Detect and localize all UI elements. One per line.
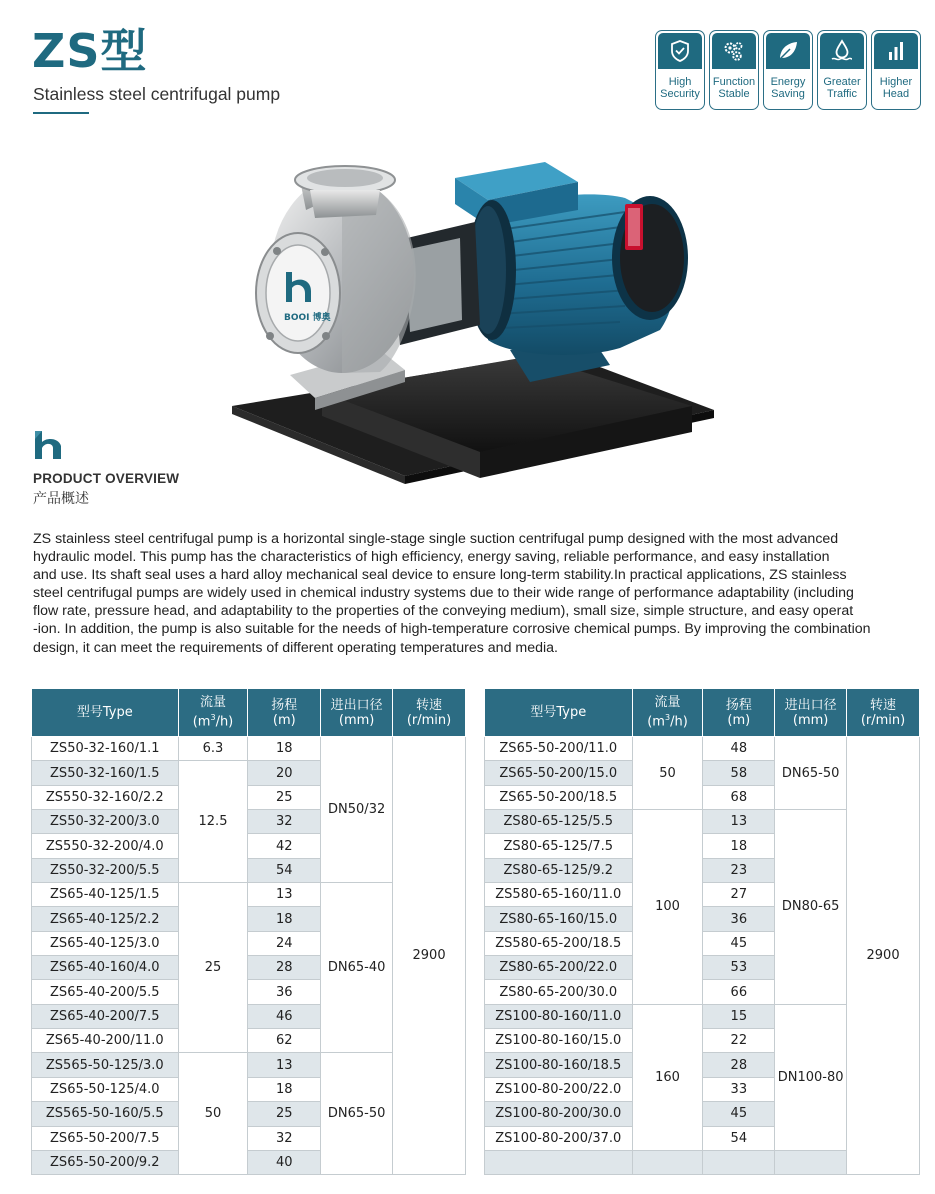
head-cell: 23 <box>703 858 775 882</box>
type-cell: ZS50-32-200/3.0 <box>32 810 179 834</box>
port-cell: DN100-80 <box>775 1004 847 1150</box>
type-cell: ZS50-32-200/5.5 <box>32 858 179 882</box>
type-cell: ZS50-32-160/1.1 <box>32 737 179 761</box>
head-cell: 25 <box>248 1102 321 1126</box>
water-drop-icon <box>829 38 855 64</box>
head-cell: 18 <box>248 907 321 931</box>
type-cell: ZS65-40-125/2.2 <box>32 907 179 931</box>
head-cell: 62 <box>248 1029 321 1053</box>
shield-icon <box>667 38 693 64</box>
title-underline <box>33 112 89 114</box>
type-cell: ZS580-65-160/11.0 <box>485 883 633 907</box>
speed-cell: 2900 <box>393 737 466 1175</box>
product-description: ZS stainless steel centrifugal pump is a horizontal single-stage single suction centrifugal pump designed with the most advanced hydraulic model. This pump has the characteristics of high efficiency, energy saving, reliable performance, and easy installation and use. Its shaft seal uses a hard alloy mechanical seal device to ensure long-term stability.In practical applications, ZS stainless steel centrifugal pumps are widely used in chemical industry systems due to their wide range of performance adaptability (including flow rate, pressure head, and adaptability to the properties of the conveying medium), small size, simple structure, and easy operat -ion. In addition, the pump is also suitable for the needs of high-temperature corrosive chemical pumps. By improving the combination design, it can meet the requirements of different operating temperatures and media. <box>33 531 871 656</box>
spec-table-right <box>484 688 920 1175</box>
page-title: ZS型 <box>32 24 148 78</box>
type-cell: ZS80-65-125/5.5 <box>485 810 633 834</box>
empty-cell <box>485 1150 633 1174</box>
col-header-type: 型号Type <box>32 689 179 737</box>
feature-label: Greater Traffic <box>823 76 861 100</box>
flow-cell: 50 <box>632 737 703 810</box>
type-cell: ZS65-40-200/5.5 <box>32 980 179 1004</box>
head-cell: 46 <box>248 1004 321 1028</box>
feature-greater-traffic <box>817 30 867 110</box>
feature-badges <box>655 30 921 110</box>
type-cell: ZS550-32-200/4.0 <box>32 834 179 858</box>
type-cell: ZS65-40-125/3.0 <box>32 931 179 955</box>
head-cell: 13 <box>248 1053 321 1077</box>
head-cell: 40 <box>248 1150 321 1174</box>
head-cell: 22 <box>703 1029 775 1053</box>
head-cell: 24 <box>248 931 321 955</box>
feature-label: Energy Saving <box>770 76 806 100</box>
head-cell: 45 <box>703 931 775 955</box>
head-cell: 58 <box>703 761 775 785</box>
col-header-flow: 流量 $(m^3/h)$ <box>632 689 703 737</box>
type-cell: ZS65-50-200/9.2 <box>32 1150 179 1174</box>
type-cell: ZS65-50-200/11.0 <box>485 737 633 761</box>
col-header-speed: 转速 (r/min) <box>847 689 920 737</box>
type-cell: ZS65-40-200/7.5 <box>32 1004 179 1028</box>
type-cell: ZS100-80-160/15.0 <box>485 1029 633 1053</box>
feature-label: High Security <box>660 76 700 100</box>
bar-chart-icon <box>883 38 909 64</box>
feature-high-security <box>655 30 705 110</box>
flow-cell: 50 <box>178 1053 248 1175</box>
port-cell: DN80-65 <box>775 810 847 1005</box>
feature-label: Higher Head <box>879 76 913 100</box>
type-cell: ZS100-80-160/11.0 <box>485 1004 633 1028</box>
feature-energy-saving <box>763 30 813 110</box>
type-cell: ZS65-50-125/4.0 <box>32 1077 179 1101</box>
type-cell: ZS100-80-200/30.0 <box>485 1102 633 1126</box>
type-cell: ZS65-40-125/1.5 <box>32 883 179 907</box>
brand-logo-icon <box>33 430 65 460</box>
type-cell: ZS80-65-200/30.0 <box>485 980 633 1004</box>
product-overview-section <box>33 430 179 508</box>
type-cell: ZS80-65-125/7.5 <box>485 834 633 858</box>
head-cell: 13 <box>703 810 775 834</box>
type-cell: ZS80-65-200/22.0 <box>485 956 633 980</box>
gears-icon <box>721 38 747 64</box>
head-cell: 66 <box>703 980 775 1004</box>
head-cell: 45 <box>703 1102 775 1126</box>
type-cell: ZS65-50-200/15.0 <box>485 761 633 785</box>
port-cell: DN65-40 <box>321 883 393 1053</box>
overview-heading-en: PRODUCT OVERVIEW <box>33 471 180 486</box>
type-cell: ZS80-65-160/15.0 <box>485 907 633 931</box>
type-cell: ZS550-32-160/2.2 <box>32 785 179 809</box>
flow-cell: 25 <box>178 883 248 1053</box>
empty-cell <box>703 1150 775 1174</box>
type-cell: ZS580-65-200/18.5 <box>485 931 633 955</box>
page-subtitle: Stainless steel centrifugal pump <box>33 84 281 104</box>
type-cell: ZS100-80-200/37.0 <box>485 1126 633 1150</box>
head-cell: 25 <box>248 785 321 809</box>
speed-cell: 2900 <box>847 737 920 1175</box>
head-cell: 68 <box>703 785 775 809</box>
head-cell: 27 <box>703 883 775 907</box>
type-cell: ZS100-80-160/18.5 <box>485 1053 633 1077</box>
head-cell: 28 <box>248 956 321 980</box>
type-cell: ZS50-32-160/1.5 <box>32 761 179 785</box>
type-cell: ZS65-40-200/11.0 <box>32 1029 179 1053</box>
head-cell: 54 <box>703 1126 775 1150</box>
type-cell: ZS65-50-200/18.5 <box>485 785 633 809</box>
pump-image <box>230 160 720 490</box>
empty-cell <box>775 1150 847 1174</box>
head-cell: 42 <box>248 834 321 858</box>
brand-label: BOOI 博奥 <box>284 313 331 323</box>
head-cell: 18 <box>248 1077 321 1101</box>
head-cell: 15 <box>703 1004 775 1028</box>
port-cell: DN50/32 <box>321 737 393 883</box>
head-cell: 54 <box>248 858 321 882</box>
col-header-type: 型号Type <box>485 689 633 737</box>
type-cell: ZS65-40-160/4.0 <box>32 956 179 980</box>
head-cell: 48 <box>703 737 775 761</box>
head-cell: 32 <box>248 1126 321 1150</box>
flow-cell: 160 <box>632 1004 703 1150</box>
feature-label: Function Stable <box>712 76 756 100</box>
col-header-head: 扬程 (m) <box>248 689 321 737</box>
col-header-flow: 流量 $(m^3/h)$ <box>178 689 248 737</box>
type-cell: ZS100-80-200/22.0 <box>485 1077 633 1101</box>
head-cell: 53 <box>703 956 775 980</box>
overview-heading-cn: 产品概述 <box>33 490 89 506</box>
feature-function-stable <box>709 30 759 110</box>
head-cell: 36 <box>248 980 321 1004</box>
type-cell: ZS565-50-160/5.5 <box>32 1102 179 1126</box>
col-header-port: 进出口径 (mm) <box>775 689 847 737</box>
feature-higher-head <box>871 30 921 110</box>
head-cell: 28 <box>703 1053 775 1077</box>
head-cell: 13 <box>248 883 321 907</box>
flow-cell: 6.3 <box>178 737 248 761</box>
flow-cell: 100 <box>632 810 703 1005</box>
col-header-port: 进出口径 (mm) <box>321 689 393 737</box>
flow-cell: 12.5 <box>178 761 248 883</box>
type-cell: ZS565-50-125/3.0 <box>32 1053 179 1077</box>
head-cell: 18 <box>248 737 321 761</box>
head-cell: 33 <box>703 1077 775 1101</box>
type-cell: ZS65-50-200/7.5 <box>32 1126 179 1150</box>
col-header-head: 扬程 (m) <box>703 689 775 737</box>
col-header-speed: 转速 (r/min) <box>393 689 466 737</box>
port-cell: DN65-50 <box>775 737 847 810</box>
head-cell: 32 <box>248 810 321 834</box>
empty-cell <box>632 1150 703 1174</box>
head-cell: 20 <box>248 761 321 785</box>
leaf-icon <box>775 38 801 64</box>
type-cell: ZS80-65-125/9.2 <box>485 858 633 882</box>
head-cell: 18 <box>703 834 775 858</box>
spec-table-left <box>31 688 466 1175</box>
port-cell: DN65-50 <box>321 1053 393 1175</box>
head-cell: 36 <box>703 907 775 931</box>
